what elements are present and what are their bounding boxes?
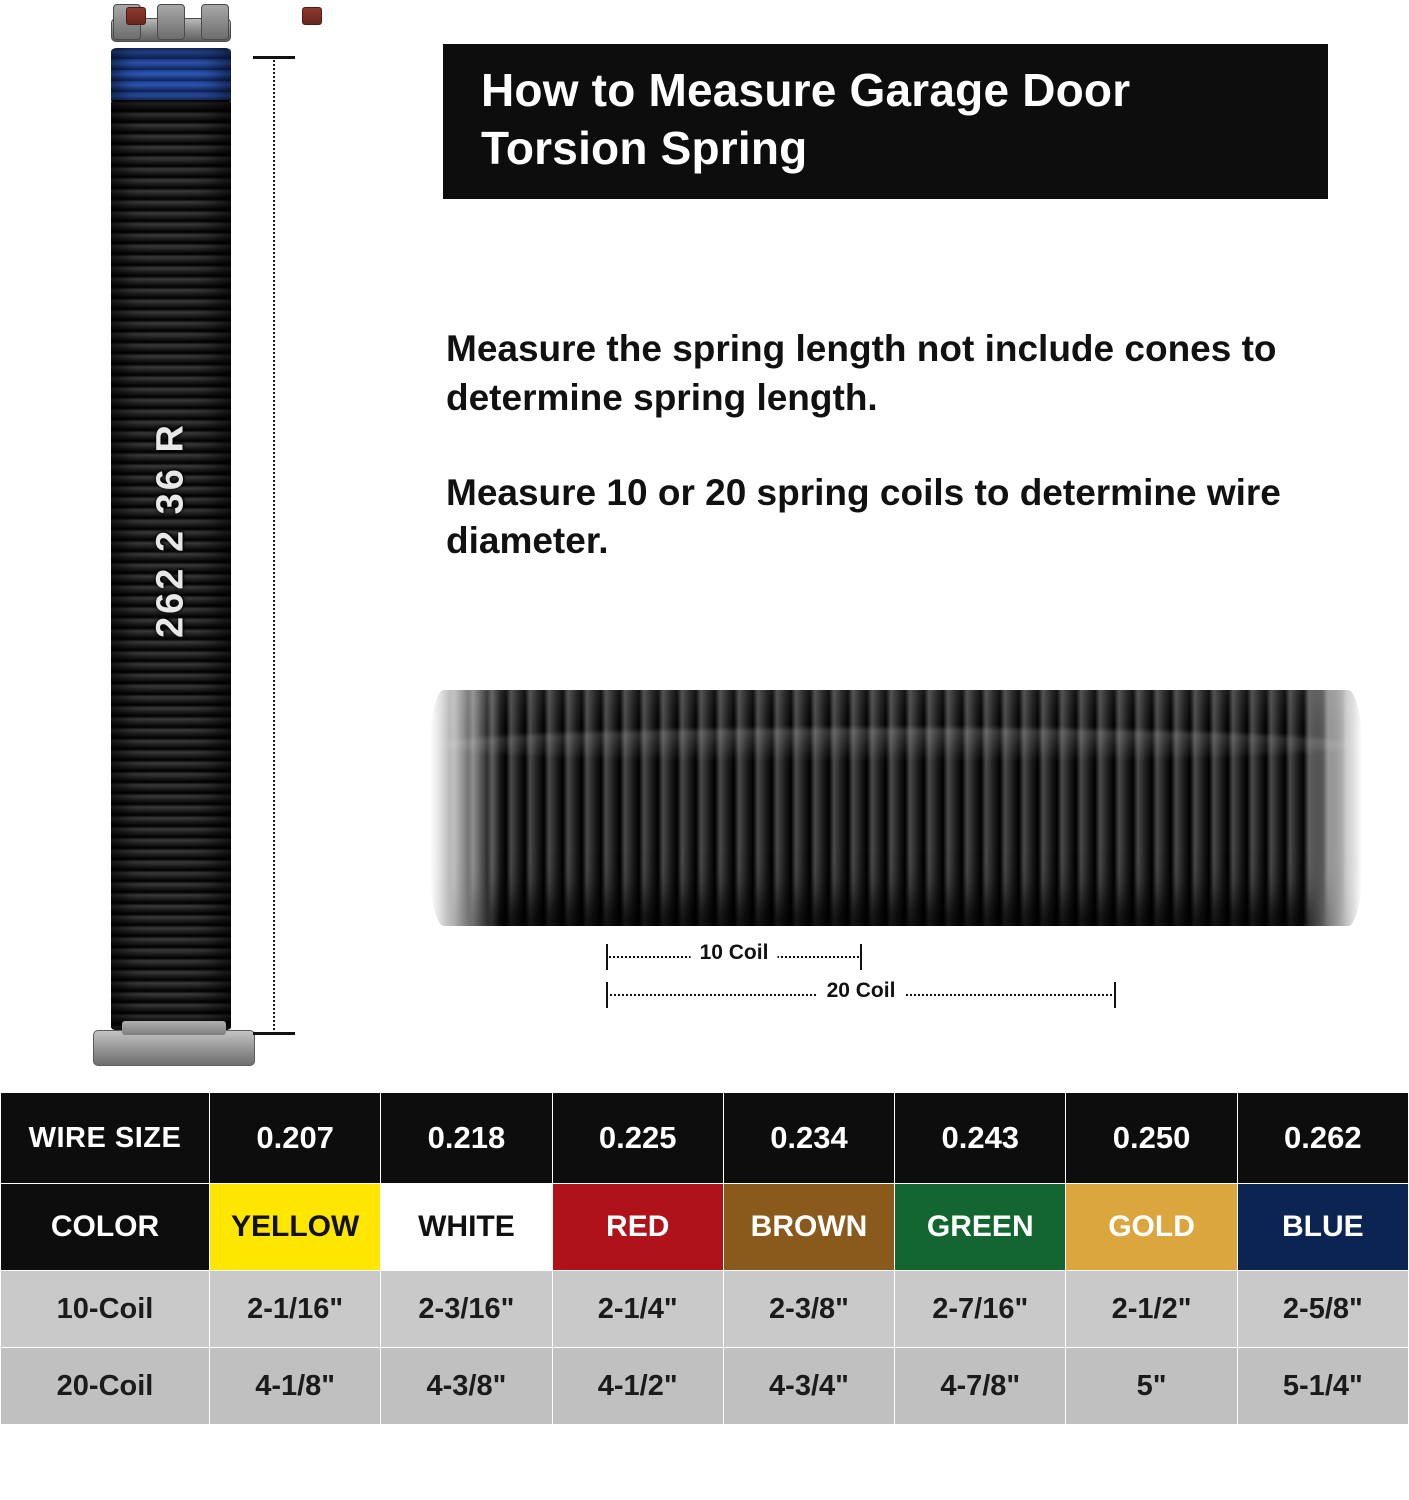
- cell-20-coil: 4-3/8": [381, 1348, 552, 1425]
- coil-10-label: 10 Coil: [691, 941, 778, 965]
- coil-dimension-markers: [430, 938, 1362, 1018]
- dimension-tick-right: [860, 944, 862, 970]
- cell-wire-size: 0.243: [895, 1093, 1066, 1184]
- cell-color: YELLOW: [210, 1184, 381, 1271]
- cell-10-coil: 2-7/16": [895, 1271, 1066, 1348]
- cell-wire-size: 0.207: [210, 1093, 381, 1184]
- dimension-tick-left: [606, 982, 608, 1008]
- cell-color: WHITE: [381, 1184, 552, 1271]
- cell-20-coil: 4-1/8": [210, 1348, 381, 1425]
- cell-color: RED: [552, 1184, 723, 1271]
- cell-20-coil: 5": [1066, 1348, 1237, 1425]
- image-fade-left: [430, 686, 500, 930]
- cell-wire-size: 0.218: [381, 1093, 552, 1184]
- cell-20-coil: 4-3/4": [723, 1348, 894, 1425]
- coil-dimension-20: [606, 979, 1116, 1008]
- cone-stub: [113, 4, 141, 40]
- spring-coils: [430, 690, 1362, 926]
- dimension-tick-right: [1114, 982, 1116, 1008]
- spring-cone-top: [105, 4, 235, 50]
- cell-wire-size: 0.250: [1066, 1093, 1237, 1184]
- length-measurement-line: [273, 56, 276, 1034]
- spring-highlight: [440, 728, 1352, 762]
- cone-stub: [201, 4, 229, 40]
- page-title: How to Measure Garage Door Torsion Spring: [481, 64, 1131, 174]
- image-fade-right: [1302, 686, 1362, 930]
- table-row-20-coil: [1, 1348, 1409, 1425]
- spring-mounting-plate: [93, 1030, 255, 1066]
- cell-wire-size: 0.234: [723, 1093, 894, 1184]
- cell-10-coil: 2-3/16": [381, 1271, 552, 1348]
- cell-color: BROWN: [723, 1184, 894, 1271]
- cell-10-coil: 2-1/2": [1066, 1271, 1237, 1348]
- coil-20-label: 20 Coil: [818, 979, 905, 1003]
- instruction-list: [446, 325, 1366, 612]
- row-header-color: COLOR: [1, 1184, 210, 1271]
- title-banner: [443, 44, 1328, 199]
- instruction-text-1: Measure the spring length not include cones to determine spring length.: [446, 328, 1277, 418]
- cell-10-coil: 2-1/4": [552, 1271, 723, 1348]
- cell-20-coil: 5-1/4": [1237, 1348, 1408, 1425]
- cone-bolt: [126, 7, 146, 25]
- row-header-20-coil: 20-Coil: [1, 1348, 210, 1425]
- table-row-10-coil: [1, 1271, 1409, 1348]
- instruction-text-2: Measure 10 or 20 spring coils to determine wire diameter.: [446, 471, 1281, 562]
- dimension-tick-left: [606, 944, 608, 970]
- vertical-torsion-spring-image: [45, 0, 305, 1092]
- table-row-wire-size: [1, 1093, 1409, 1184]
- spring-blue-color-code-band: [111, 48, 231, 104]
- wire-size-color-table: [0, 1092, 1409, 1425]
- spring-stamped-label: 262 2 36 R: [149, 422, 192, 638]
- cell-10-coil: 2-3/8": [723, 1271, 894, 1348]
- cell-color: GOLD: [1066, 1184, 1237, 1271]
- cone-bolt: [302, 7, 322, 25]
- row-header-10-coil: 10-Coil: [1, 1271, 210, 1348]
- length-measurement-cap-bottom: [253, 1032, 295, 1035]
- row-header-wire-size: WIRE SIZE: [1, 1093, 210, 1184]
- horizontal-spring-coils-image: [430, 676, 1362, 938]
- coil-dimension-10: [606, 941, 862, 970]
- cell-20-coil: 4-7/8": [895, 1348, 1066, 1425]
- cell-10-coil: 2-5/8": [1237, 1271, 1408, 1348]
- spec-table: [0, 1092, 1409, 1425]
- table-row-color: [1, 1184, 1409, 1271]
- cell-10-coil: 2-1/16": [210, 1271, 381, 1348]
- cell-wire-size: 0.225: [552, 1093, 723, 1184]
- cell-color: BLUE: [1237, 1184, 1408, 1271]
- length-measurement-cap-top: [253, 56, 295, 59]
- cell-20-coil: 4-1/2": [552, 1348, 723, 1425]
- cell-wire-size: 0.262: [1237, 1093, 1408, 1184]
- cell-color: GREEN: [895, 1184, 1066, 1271]
- cone-stub: [157, 4, 185, 40]
